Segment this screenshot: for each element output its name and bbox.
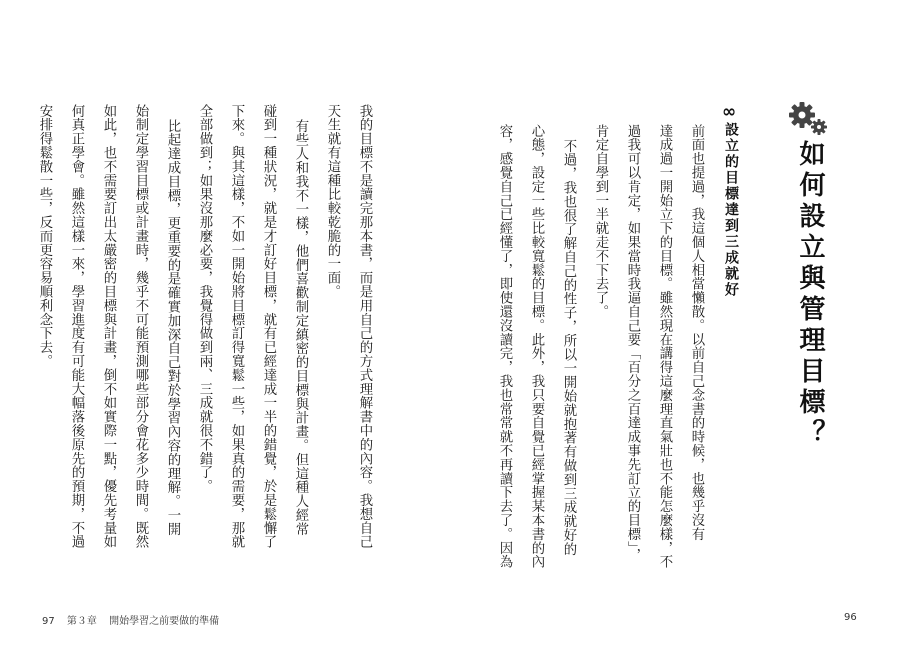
text-column: 肯定自學到一半就走不下去了。 [593,124,608,319]
text-column: 不過，我也很了解自己的性子，所以一開始就抱著有做到三成就好的 [561,139,576,556]
left-footer [42,612,228,627]
text-column: 何真正學會。雖然這樣一來，學習進度有可能大幅落後原先的預期，不過 [69,104,84,549]
text-column: 比起達成目標，更重要的是確實加深自己對於學習內容的理解。一開 [165,119,180,536]
text-column: 容，感覺自己已經懂了，即使還沒讀完，我也常常就不再讀下去了。因為 [497,124,512,569]
subsection-heading: 設立的目標達到三成就好 [723,122,739,298]
text-column: 下來。與其這樣，不如一開始將目標訂得寬鬆一些，如果真的需要，那就 [229,104,244,549]
text-column: 安排得鬆散一些，反而更容易順利念下去。 [37,104,52,369]
text-column: 如此，也不需要訂出太嚴密的目標與計畫，倒不如實際一點，優先考量如 [101,104,116,549]
chapter-label: 第３章 [66,616,97,627]
text-column: 心態，設定一些比較寬鬆的目標。此外，我只要自覺已經掌握某本書的內 [529,124,544,569]
text-column: 始制定學習目標或計畫時，幾乎不可能預測哪些部分會花多少時間。既然 [133,104,148,549]
text-column: 我的目標不是讀完那本書，而是用自己的方式理解書中的內容。我想自己 [357,104,372,549]
gears-icon [786,100,830,136]
section-heading: 如何設立與管理目標？ [795,140,825,450]
text-column: 前面也提過，我這個人相當懶散。以前自己念書的時候，也幾乎沒有 [689,124,704,541]
chapter-title: 開始學習之前要做的準備 [109,616,220,627]
infinity-icon: ∞ [722,102,737,122]
text-column: 過我可以肯定，如果當時我逼自己要「百分之百達成事先訂立的目標」， [625,124,640,563]
right-footer [844,612,866,623]
text-column: 達成過一開始立下的目標。雖然現在講得這麼理直氣壯也不能怎麼樣，不 [657,124,672,569]
page-number: 96 [844,612,857,623]
text-column: 有些人和我不一樣，他們喜歡制定縝密的目標與計畫。但這種人經常 [293,119,308,536]
text-column: 天生就有這種比較乾脆的一面。 [325,104,340,299]
text-column: 全部做到；如果沒那麼必要，我覺得做到兩、三成就很不錯了。 [197,104,212,494]
page-number: 97 [42,616,55,627]
text-column: 碰到一種狀況，就是才訂好目標，就有已經達成一半的錯覺，於是鬆懈了 [261,104,276,549]
